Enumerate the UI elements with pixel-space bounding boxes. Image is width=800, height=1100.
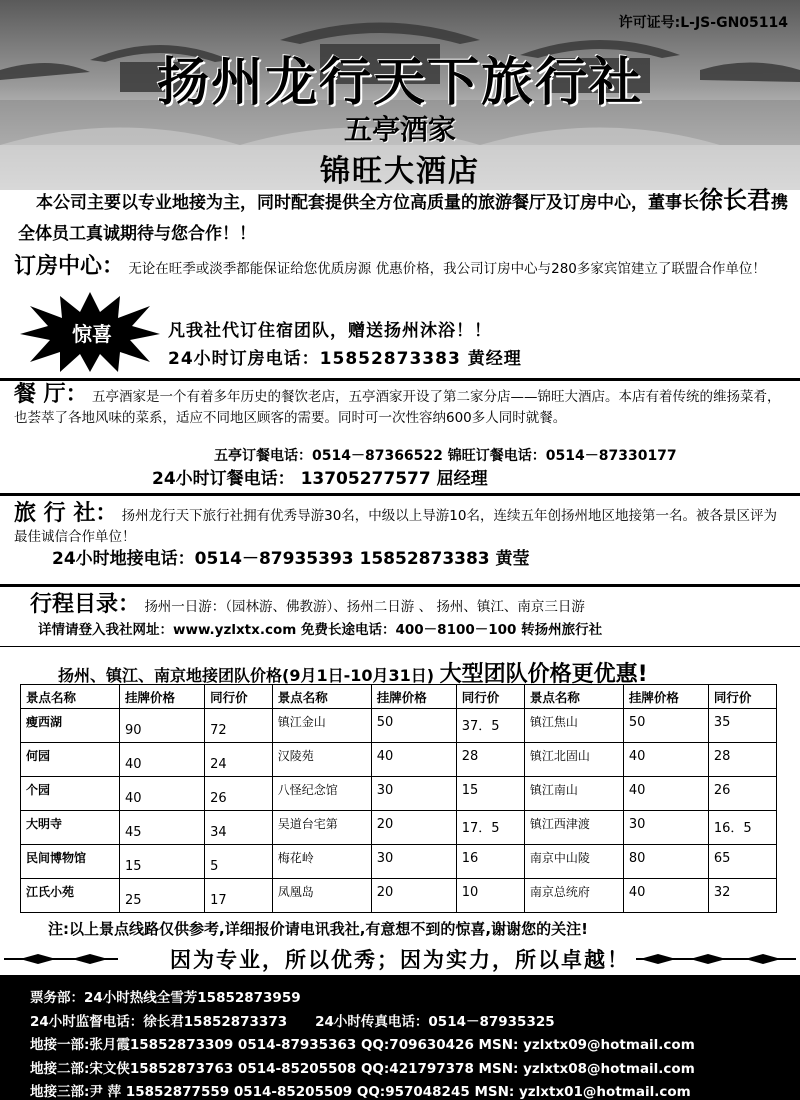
table-cell: 40: [120, 743, 205, 777]
table-cell: 南京中山陵: [524, 845, 623, 879]
agency-brand-title: 扬州龙行天下旅行社: [156, 53, 643, 113]
table-cell: 17: [205, 879, 273, 913]
table-cell: 八怪纪念馆: [272, 777, 371, 811]
col-header: 同行价: [456, 685, 524, 709]
table-cell: 35: [708, 709, 776, 743]
table-cell: 80: [623, 845, 708, 879]
price-table: [20, 684, 777, 913]
table-cell: 大明寺: [21, 811, 120, 845]
table-cell: 凤凰岛: [272, 879, 371, 913]
booking-body: 无论在旺季或淡季都能保证给您优质房源 优惠价格，我公司订房中心与280多家宾馆建立了联盟合作单位！: [128, 261, 766, 277]
table-cell: 40: [623, 879, 708, 913]
table-cell: 28: [456, 743, 524, 777]
table-cell: 16: [456, 845, 524, 879]
header-banner: [0, 0, 800, 190]
booking-section: [14, 256, 790, 280]
divider-2: [0, 493, 800, 496]
table-cell: 45: [120, 811, 205, 845]
table-cell: 镇江西津渡: [524, 811, 623, 845]
table-cell: 20: [371, 879, 456, 913]
table-cell: 江氏小苑: [21, 879, 120, 913]
col-header: 景点名称: [21, 685, 120, 709]
table-cell: 镇江南山: [524, 777, 623, 811]
contact-footer: [0, 975, 800, 1100]
table-cell: 25: [120, 879, 205, 913]
table-cell: 汉陵苑: [272, 743, 371, 777]
agency-body: 扬州龙行天下旅行社拥有优秀导游30名，中级以上导游10名，连续五年创扬州地区地接第一名。被各景区评为最佳诚信合作单位！: [14, 508, 777, 545]
table-cell: 镇江金山: [272, 709, 371, 743]
table-cell: 90: [120, 709, 205, 743]
table-cell: 50: [623, 709, 708, 743]
table-cell: 30: [623, 811, 708, 845]
slogan-text: 因为专业，所以优秀；因为实力，所以卓越！: [170, 948, 630, 972]
table-cell: 40: [623, 777, 708, 811]
col-header: 挂牌价格: [371, 685, 456, 709]
agency-section: [14, 503, 790, 548]
table-cell: 34: [205, 811, 273, 845]
table-cell: 吴道台宅第: [272, 811, 371, 845]
table-cell: 16．5: [708, 811, 776, 845]
divider-1: [0, 378, 800, 381]
booking-hotline: 24小时订房电话：15852873383 黄经理: [168, 349, 522, 369]
itinerary-section: [30, 594, 800, 618]
itinerary-heading: 行程目录：: [30, 592, 141, 617]
table-cell: 40: [623, 743, 708, 777]
table-cell: 民间博物馆: [21, 845, 120, 879]
divider-4: [0, 646, 800, 647]
price-table-title-highlight: 大型团队价格更优惠!: [439, 662, 648, 687]
table-cell: 40: [371, 743, 456, 777]
table-cell: 何园: [21, 743, 120, 777]
table-cell: 40: [120, 777, 205, 811]
table-cell: 20: [371, 811, 456, 845]
booking-promo: 凡我社代订住宿团队，赠送扬州沐浴！！: [168, 321, 492, 341]
restaurant-body: 五亭酒家是一个有着多年历史的餐饮老店，五亭酒家开设了第二家分店——锦旺大酒店。本店有着传统的维扬菜肴，也荟萃了各地风味的菜系，适应不同地区顾客的需要。同时可一次性容纳600多人同时就餐。: [14, 389, 781, 426]
table-cell: 30: [371, 777, 456, 811]
restaurant-section: [14, 384, 790, 429]
table-cell: 10: [456, 879, 524, 913]
table-cell: 镇江焦山: [524, 709, 623, 743]
dept2-line: 地接二部:宋文侠15852873763 0514-85205508 QQ:421797378 MSN: yzlxtx08@hotmail.com: [30, 1060, 695, 1077]
table-cell: 个园: [21, 777, 120, 811]
table-cell: 17．5: [456, 811, 524, 845]
table-cell: 5: [205, 845, 273, 879]
price-note: 注:以上景点线路仅供参考,详细报价请电讯我社,有意想不到的惊喜,谢谢您的关注!: [48, 920, 588, 938]
table-cell: 镇江北固山: [524, 743, 623, 777]
chairman-name: 徐长君: [699, 186, 771, 214]
burst-label: 惊喜: [72, 322, 112, 346]
table-cell: 南京总统府: [524, 879, 623, 913]
table-cell: 30: [371, 845, 456, 879]
table-cell: 24: [205, 743, 273, 777]
col-header: 景点名称: [524, 685, 623, 709]
table-cell: 32: [708, 879, 776, 913]
fax-phone: 24小时传真电话：0514－87935325: [315, 1013, 555, 1030]
dept1-line: 地接一部:张月霞15852873309 0514-87935363 QQ:709630426 MSN: yzlxtx09@hotmail.com: [30, 1037, 695, 1053]
restaurant-name-wuting: 五亭酒家: [343, 113, 456, 146]
supervise-fax-line: [30, 1011, 800, 1035]
agency-hotline: 24小时地接电话：0514－87935393 15852873383 黄莹: [52, 549, 530, 569]
company-intro: [18, 185, 788, 250]
col-header: 挂牌价格: [120, 685, 205, 709]
table-row: [21, 845, 777, 879]
slogan-bar: [0, 942, 800, 976]
col-header: 同行价: [708, 685, 776, 709]
intro-text-1: 本公司主要以专业地接为主，同时配套提供全方位高质量的旅游餐厅及订房中心，董事长: [36, 193, 699, 213]
restaurant-phones: 五亭订餐电话：0514－87366522 锦旺订餐电话：0514－87330177: [214, 448, 677, 464]
table-cell: 15: [120, 845, 205, 879]
table-cell: 28: [708, 743, 776, 777]
restaurant-heading: 餐 厅：: [14, 382, 88, 407]
hotel-name-jinwang: 锦旺大酒店: [320, 154, 480, 189]
divider-3: [0, 584, 800, 587]
booking-heading: 订房中心：: [14, 254, 125, 279]
col-header: 景点名称: [272, 685, 371, 709]
dept3-line: 地接三部:尹 萍 15852877559 0514-85205509 QQ:957048245 MSN: yzlxtx01@hotmail.com: [30, 1084, 691, 1100]
table-cell: 梅花岭: [272, 845, 371, 879]
supervise-phone: 24小时监督电话：徐长君15852873373: [30, 1013, 288, 1030]
itinerary-website: 详情请登入我社网址：www.yzlxtx.com 免费长途电话：400－8100－100 转扬州旅行社: [38, 622, 603, 638]
table-row: [21, 743, 777, 777]
starburst-icon: [20, 292, 160, 372]
table-cell: 26: [708, 777, 776, 811]
table-cell: 26: [205, 777, 273, 811]
table-row: [21, 879, 777, 913]
table-cell: 瘦西湖: [21, 709, 120, 743]
col-header: 挂牌价格: [623, 685, 708, 709]
table-cell: 65: [708, 845, 776, 879]
ticket-line: 票务部：24小时热线全雪芳15852873959: [30, 990, 301, 1006]
table-row: [21, 777, 777, 811]
agency-heading: 旅 行 社：: [14, 501, 118, 526]
restaurant-hotline: 24小时订餐电话： 13705277577 屈经理: [152, 469, 488, 489]
table-header-row: [21, 685, 777, 709]
price-table-title-text: 扬州、镇江、南京地接团队价格(9月1日-10月31日): [58, 666, 435, 685]
table-cell: 50: [371, 709, 456, 743]
intro-text-2: 携全体员工真诚期待与您合作！！: [18, 193, 788, 244]
table-cell: 37．5: [456, 709, 524, 743]
table-cell: 72: [205, 709, 273, 743]
table-row: [21, 811, 777, 845]
itinerary-body: 扬州一日游：（园林游、佛教游）、扬州二日游 、 扬州、镇江、南京三日游: [144, 599, 585, 615]
license-number: 许可证号:L-JS-GN05114: [618, 15, 788, 31]
col-header: 同行价: [205, 685, 273, 709]
table-cell: 15: [456, 777, 524, 811]
table-row: [21, 709, 777, 743]
